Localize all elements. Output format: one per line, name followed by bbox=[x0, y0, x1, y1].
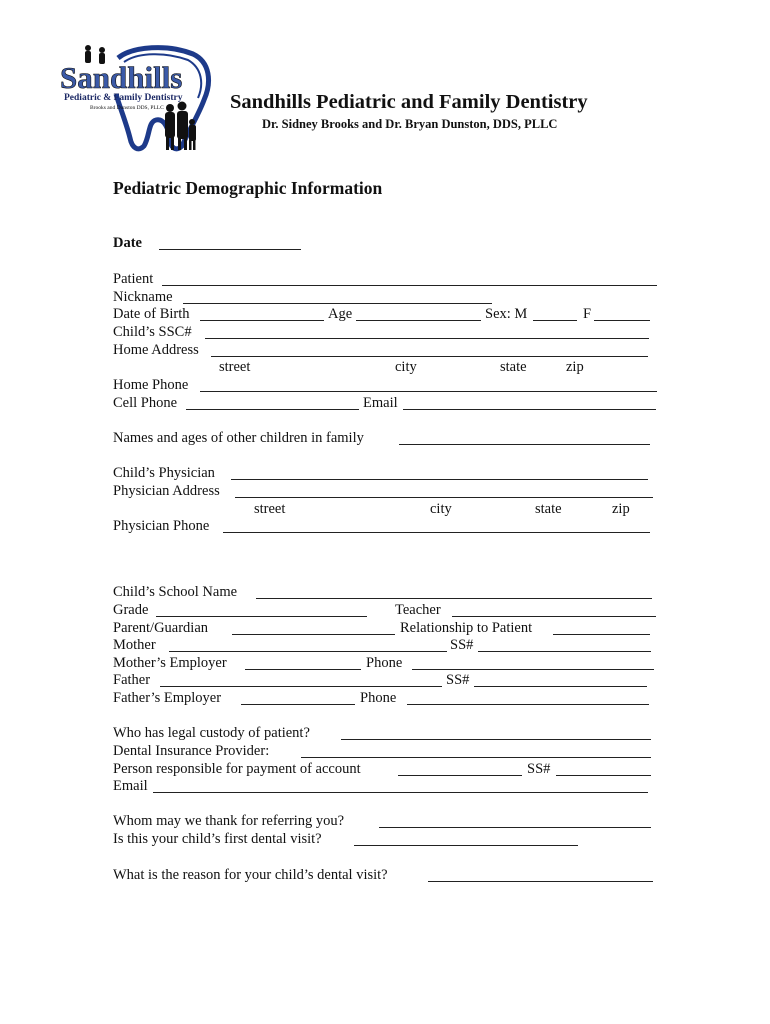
physician-field[interactable] bbox=[231, 479, 648, 480]
ssc-label: Child’s SSC# bbox=[113, 324, 192, 340]
patient-row bbox=[113, 270, 658, 288]
home-address-field[interactable] bbox=[211, 356, 648, 357]
physician-phone-label: Physician Phone bbox=[113, 518, 210, 534]
mother-ss-field[interactable] bbox=[478, 651, 651, 652]
school-label: Child’s School Name bbox=[113, 584, 238, 600]
physician-street-hint: street bbox=[254, 501, 286, 517]
physician-label: Child’s Physician bbox=[113, 465, 215, 481]
home-street-hint: street bbox=[219, 359, 251, 375]
form-title: Pediatric Demographic Information bbox=[113, 178, 383, 198]
payment-field[interactable] bbox=[398, 775, 522, 776]
reason-field[interactable] bbox=[428, 881, 653, 882]
sex-m-label: Sex: M bbox=[485, 306, 528, 322]
mother-ss-label: SS# bbox=[450, 637, 474, 653]
referral-label: Whom may we thank for referring you? bbox=[113, 813, 345, 829]
physician-phone-row bbox=[113, 517, 658, 535]
nickname-row bbox=[113, 288, 493, 306]
first-visit-field[interactable] bbox=[354, 845, 578, 846]
other-children-label: Names and ages of other children in family bbox=[113, 430, 364, 446]
patient-label: Patient bbox=[113, 271, 154, 287]
insurance-field[interactable] bbox=[301, 757, 651, 758]
first-visit-label: Is this your child’s first dental visit? bbox=[113, 831, 322, 847]
father-ss-field[interactable] bbox=[474, 686, 647, 687]
home-address-row bbox=[113, 341, 658, 359]
teacher-field[interactable] bbox=[452, 616, 656, 617]
mother-row bbox=[113, 636, 658, 654]
sandhills-logo bbox=[58, 42, 216, 154]
cell-phone-row bbox=[113, 394, 658, 412]
relationship-label: Relationship to Patient bbox=[400, 620, 533, 636]
payment-label: Person responsible for payment of account bbox=[113, 761, 361, 777]
cell-phone-field[interactable] bbox=[186, 409, 359, 410]
mother-field[interactable] bbox=[169, 651, 447, 652]
school-row bbox=[113, 583, 658, 601]
first-visit-row bbox=[113, 830, 658, 848]
physician-state-hint: state bbox=[535, 501, 562, 517]
fathers-phone-field[interactable] bbox=[407, 704, 649, 705]
mothers-phone-label: Phone bbox=[366, 655, 403, 671]
school-field[interactable] bbox=[256, 598, 652, 599]
home-phone-field[interactable] bbox=[200, 391, 657, 392]
father-field[interactable] bbox=[160, 686, 442, 687]
age-label: Age bbox=[328, 306, 353, 322]
date-field[interactable] bbox=[159, 249, 301, 250]
mothers-phone-field[interactable] bbox=[412, 669, 654, 670]
father-ss-label: SS# bbox=[446, 672, 470, 688]
clinic-doctors: Dr. Sidney Brooks and Dr. Bryan Dunston, DDS, PLLC bbox=[262, 117, 558, 131]
home-city-hint: city bbox=[395, 359, 417, 375]
other-children-row bbox=[113, 429, 658, 447]
insurance-label: Dental Insurance Provider: bbox=[113, 743, 270, 759]
nickname-field[interactable] bbox=[183, 303, 492, 304]
physician-row bbox=[113, 464, 658, 482]
email2-label: Email bbox=[113, 778, 148, 794]
guardian-row bbox=[113, 619, 658, 637]
guardian-field[interactable] bbox=[232, 634, 395, 635]
date-label: Date bbox=[113, 235, 142, 251]
mother-label: Mother bbox=[113, 637, 156, 653]
grade-row bbox=[113, 601, 658, 619]
guardian-label: Parent/Guardian bbox=[113, 620, 209, 636]
age-field[interactable] bbox=[356, 320, 481, 321]
physician-city-hint: city bbox=[430, 501, 452, 517]
mothers-employer-field[interactable] bbox=[245, 669, 361, 670]
sex-f-field[interactable] bbox=[594, 320, 650, 321]
fathers-employer-label: Father’s Employer bbox=[113, 690, 222, 706]
teacher-label: Teacher bbox=[395, 602, 441, 618]
nickname-label: Nickname bbox=[113, 289, 173, 305]
sex-m-field[interactable] bbox=[533, 320, 577, 321]
home-address-label: Home Address bbox=[113, 342, 199, 358]
date-row bbox=[113, 234, 313, 252]
referral-row bbox=[113, 812, 658, 830]
reason-label: What is the reason for your child’s dental visit? bbox=[113, 867, 388, 883]
mothers-employer-label: Mother’s Employer bbox=[113, 655, 227, 671]
custody-row bbox=[113, 724, 658, 742]
email2-field[interactable] bbox=[153, 792, 648, 793]
logo-subtitle: Pediatric & Family Dentistry bbox=[64, 93, 183, 103]
home-phone-label: Home Phone bbox=[113, 377, 189, 393]
custody-field[interactable] bbox=[341, 739, 651, 740]
physician-address-label: Physician Address bbox=[113, 483, 220, 499]
payment-ss-label: SS# bbox=[527, 761, 551, 777]
payment-ss-field[interactable] bbox=[556, 775, 651, 776]
father-label: Father bbox=[113, 672, 151, 688]
father-row bbox=[113, 671, 658, 689]
ssc-field[interactable] bbox=[205, 338, 649, 339]
custody-label: Who has legal custody of patient? bbox=[113, 725, 310, 741]
logo-text: Sandhills bbox=[60, 60, 183, 95]
dob-label: Date of Birth bbox=[113, 306, 190, 322]
home-phone-row bbox=[113, 376, 658, 394]
clinic-name: Sandhills Pediatric and Family Dentistry bbox=[230, 91, 588, 113]
reason-row bbox=[113, 866, 658, 884]
cell-phone-label: Cell Phone bbox=[113, 395, 178, 411]
insurance-row bbox=[113, 742, 658, 760]
fathers-employer-field[interactable] bbox=[241, 704, 355, 705]
physician-phone-field[interactable] bbox=[223, 532, 650, 533]
physician-address-row bbox=[113, 482, 658, 500]
grade-field[interactable] bbox=[156, 616, 367, 617]
dob-row bbox=[113, 305, 658, 323]
home-zip-hint: zip bbox=[566, 359, 584, 375]
grade-label: Grade bbox=[113, 602, 149, 618]
relationship-field[interactable] bbox=[553, 634, 650, 635]
dob-field[interactable] bbox=[200, 320, 324, 321]
fathers-phone-label: Phone bbox=[360, 690, 397, 706]
patient-field[interactable] bbox=[162, 285, 657, 286]
email-field[interactable] bbox=[403, 409, 656, 410]
referral-field[interactable] bbox=[379, 827, 651, 828]
ssc-row bbox=[113, 323, 658, 341]
logo-small-text: Brooks and Dunston DDS, PLLC bbox=[90, 105, 164, 111]
other-children-field[interactable] bbox=[399, 444, 650, 445]
fathers-employer-row bbox=[113, 689, 658, 707]
physician-zip-hint: zip bbox=[612, 501, 630, 517]
sex-f-label: F bbox=[583, 306, 592, 322]
payment-row bbox=[113, 760, 658, 778]
home-state-hint: state bbox=[500, 359, 527, 375]
physician-address-field[interactable] bbox=[235, 497, 653, 498]
email-label: Email bbox=[363, 395, 398, 411]
email2-row bbox=[113, 777, 658, 795]
mothers-employer-row bbox=[113, 654, 658, 672]
